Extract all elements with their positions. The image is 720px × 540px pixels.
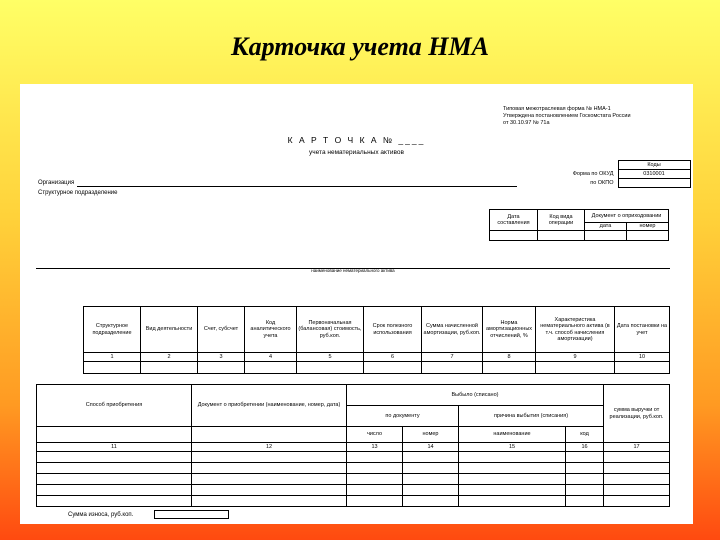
table-cell xyxy=(364,362,422,374)
table-cell xyxy=(538,231,585,241)
table-cell xyxy=(604,463,670,474)
card-subtitle: учета нематериальных активов xyxy=(309,149,404,156)
table-cell xyxy=(37,485,192,496)
document-table xyxy=(489,209,669,241)
asset-table xyxy=(83,306,670,374)
table-cell xyxy=(192,427,347,443)
table-cell xyxy=(347,463,403,474)
table-cell xyxy=(37,452,192,463)
table-cell xyxy=(604,452,670,463)
column-header: Характеристика нематериального актива (в т.ч. способ начисления амортизации) xyxy=(536,307,615,353)
table-cell xyxy=(297,362,364,374)
doc-date-header: дата xyxy=(585,223,627,231)
table-cell xyxy=(422,362,483,374)
form-sheet xyxy=(20,84,693,524)
column-number: 7 xyxy=(422,353,483,362)
table-row xyxy=(84,362,670,374)
column-header: по документу xyxy=(347,406,459,427)
column-number: 5 xyxy=(297,353,364,362)
column-header: код xyxy=(566,427,604,443)
table-cell xyxy=(566,474,604,485)
column-header: Первоначальная (балансовая) стоимость, руб.коп. xyxy=(297,307,364,353)
table-cell xyxy=(37,474,192,485)
dept-label: Структурное подразделение xyxy=(38,190,118,196)
table-cell xyxy=(403,496,459,507)
table-cell xyxy=(198,362,245,374)
column-number: 9 xyxy=(536,353,615,362)
column-number: 11 xyxy=(37,443,192,452)
approval-line: Типовая межотраслевая форма № НМА-1 xyxy=(503,106,611,112)
card-title: К А Р Т О Ч К А № ____ xyxy=(287,135,426,145)
okud-value: 0310001 xyxy=(618,170,690,179)
table-row xyxy=(37,463,670,474)
date-header: Дата составления xyxy=(490,210,538,231)
column-header: Норма амортизационных отчислений, % xyxy=(483,307,536,353)
codes-header: Коды xyxy=(618,161,690,170)
approval-line: от 30.10.97 № 71а xyxy=(503,119,550,126)
column-number: 13 xyxy=(347,443,403,452)
approval-line: Утверждена постановлением Госкомстата России xyxy=(503,112,631,119)
asset-name-caption: наименование нематериального актива xyxy=(311,268,395,273)
table-cell xyxy=(37,496,192,507)
column-header: сумма выручки от реализации, руб.коп. xyxy=(604,385,670,443)
table-cell xyxy=(347,452,403,463)
table-cell xyxy=(566,463,604,474)
table-cell xyxy=(566,496,604,507)
table-cell xyxy=(403,463,459,474)
document-header: Документ о оприходовании xyxy=(585,210,669,223)
codes-table xyxy=(540,160,691,188)
org-line xyxy=(38,180,558,187)
slide-title: Карточка учета НМА xyxy=(231,32,489,61)
column-number: 3 xyxy=(198,353,245,362)
table-cell xyxy=(459,496,566,507)
table-row xyxy=(37,385,670,406)
column-header: наименование xyxy=(459,427,566,443)
table-cell xyxy=(627,231,669,241)
table-cell xyxy=(141,362,198,374)
org-field xyxy=(77,186,517,187)
table-cell xyxy=(566,452,604,463)
column-header: Счет, субсчет xyxy=(198,307,245,353)
org-label: Организация xyxy=(38,180,75,186)
table-row xyxy=(37,496,670,507)
column-number: 16 xyxy=(566,443,604,452)
table-cell xyxy=(403,452,459,463)
column-number: 1 xyxy=(84,353,141,362)
table-cell xyxy=(84,362,141,374)
column-number: 10 xyxy=(615,353,670,362)
column-header: Вид деятельности xyxy=(141,307,198,353)
table-cell xyxy=(192,485,347,496)
column-header: номер xyxy=(403,427,459,443)
table-cell xyxy=(490,231,538,241)
doc-number-header: номер xyxy=(627,223,669,231)
column-header: Документ о приобретении (наименование, номер, дата) xyxy=(192,385,347,427)
approval-block xyxy=(503,106,683,127)
table-cell xyxy=(483,362,536,374)
column-number: 12 xyxy=(192,443,347,452)
table-cell xyxy=(192,463,347,474)
table-row xyxy=(37,485,670,496)
table-cell xyxy=(37,463,192,474)
column-number: 8 xyxy=(483,353,536,362)
table-cell xyxy=(604,474,670,485)
column-header: Код аналитического учета xyxy=(245,307,297,353)
table-row xyxy=(84,353,670,362)
table-cell xyxy=(459,485,566,496)
column-number: 2 xyxy=(141,353,198,362)
table-row xyxy=(37,452,670,463)
column-header: причина выбытия (списания) xyxy=(459,406,604,427)
table-cell xyxy=(604,496,670,507)
table-cell xyxy=(37,427,192,443)
table-cell xyxy=(192,496,347,507)
table-cell xyxy=(347,496,403,507)
column-header: Сумма начисленной амортизации, руб.коп. xyxy=(422,307,483,353)
table-cell xyxy=(459,463,566,474)
column-number: 6 xyxy=(364,353,422,362)
table-cell xyxy=(566,485,604,496)
operation-header: Код вида операции xyxy=(538,210,585,231)
table-cell xyxy=(347,485,403,496)
column-header: Способ приобретения xyxy=(37,385,192,427)
column-header: число xyxy=(347,427,403,443)
table-cell xyxy=(536,362,615,374)
table-cell xyxy=(347,474,403,485)
table-cell xyxy=(245,362,297,374)
okpo-label: по ОКПО xyxy=(590,179,614,186)
table-cell xyxy=(192,474,347,485)
okpo-value xyxy=(618,179,690,188)
table-cell xyxy=(615,362,670,374)
sum-field xyxy=(154,510,229,519)
table-cell xyxy=(459,452,566,463)
sum-label: Сумма износа, руб.коп. xyxy=(68,512,134,518)
okud-label: Форма по ОКУД xyxy=(572,170,614,177)
table-row xyxy=(84,307,670,353)
table-row xyxy=(37,474,670,485)
column-number: 4 xyxy=(245,353,297,362)
column-header: Срок полезного использования xyxy=(364,307,422,353)
table-cell xyxy=(403,474,459,485)
disposal-table xyxy=(36,384,670,507)
column-number: 15 xyxy=(459,443,566,452)
table-row xyxy=(37,443,670,452)
table-cell xyxy=(459,474,566,485)
table-cell xyxy=(604,485,670,496)
column-number: 17 xyxy=(604,443,670,452)
table-row xyxy=(37,427,670,443)
table-cell xyxy=(192,452,347,463)
column-header: Выбыло (списано) xyxy=(347,385,604,406)
table-cell xyxy=(585,231,627,241)
column-number: 14 xyxy=(403,443,459,452)
column-header: Дата постановки на учет xyxy=(615,307,670,353)
table-cell xyxy=(403,485,459,496)
column-header: Структурное подразделение xyxy=(84,307,141,353)
